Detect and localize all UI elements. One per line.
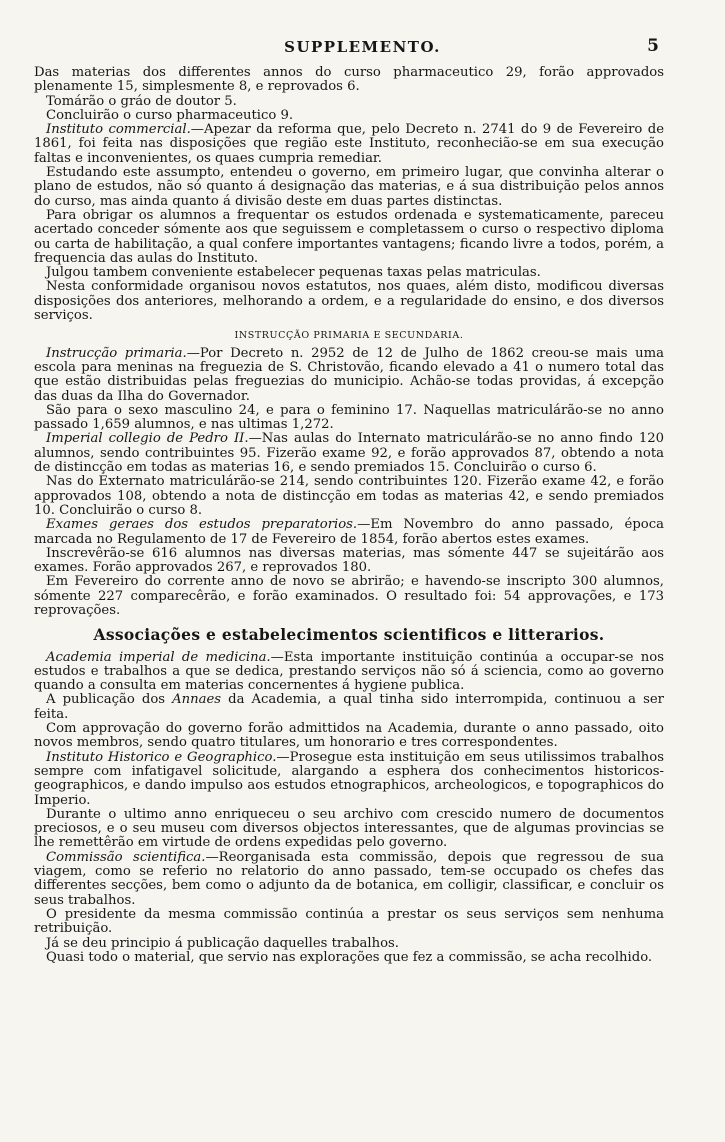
paragraph: Inscrevêrão-se 616 alumnos nas diversas materias, mas sómente 447 se sujeitárão aos exames. Forão approvados 267, e reprovados 180. xyxy=(34,545,664,576)
paragraph: Nas do Externato matriculárão-se 214, sendo contribuintes 120. Fizerão exame 42, e forão approvados 108, obtendo a nota de distincção em todas as materias 42, e sendo premiados 10. Concluirão o curso 8. xyxy=(34,474,664,518)
paragraph: Com approvação do governo forão admittidos na Academia, durante o anno passado, oito novos membros, sendo quatro titulares, um honorario e tres correspondentes. xyxy=(34,721,664,751)
paragraph: Em Fevereiro do corrente anno de novo se abrirão; e havendo-se inscripto 300 alumnos, sómente 227 comparecêrão, e forão examinados. O resultado foi: 54 approvações, e 173 reprovações. xyxy=(34,574,664,618)
paragraph-text: —Prosegue esta instituição em seus utilissimos trabalhos sempre com infatigavel solicitude, alargando a esphera dos conhecimentos historicos-geographicos, e dando impulso aos estudos etnographicos, archeologicos, e topographicos do Imperio. xyxy=(34,749,665,808)
paragraph: Quasi todo o material, que servio nas explorações que fez a commissão, se acha recolhido. xyxy=(46,949,653,965)
running-title: SUPPLEMENTO. xyxy=(284,38,441,56)
paragraph-lead: Instituto commercial. xyxy=(46,122,191,138)
paragraph-text: —Reorganisada esta commissão, depois que regressou de sua viagem, como se referio no relatorio do anno passado, tem-se occupado os chefes das differentes secções, bem como o adjunto da de botanica, em colligir, classificar, e concluir os seus trabalhos. xyxy=(34,849,664,908)
paragraph-lead: Academia imperial de medicina. xyxy=(46,649,271,665)
paragraph-lead: Instituto Historico e Geographico. xyxy=(46,749,277,765)
section-title: Associações e estabelecimentos scientificos e litterarios. xyxy=(93,625,605,645)
paragraph-instrucao xyxy=(34,347,664,404)
paragraph-lead: Imperial collegio de Pedro II. xyxy=(46,431,249,447)
paragraph-lead: Exames geraes dos estudos preparatorios. xyxy=(46,517,358,533)
paragraph-annaes xyxy=(34,693,664,722)
paragraph-instituto-commercial xyxy=(34,123,664,166)
paragraph-pedro-ii xyxy=(34,432,664,475)
page-number: 5 xyxy=(647,36,659,56)
paragraph-academia xyxy=(34,651,664,694)
paragraph: Nesta conformidade organisou novos estatutos, nos quaes, além disto, modificou diversas disposições dos anteriores, melhorando a ordem, e a regularidade do ensino, e dos diversos serviços. xyxy=(34,279,664,324)
subheading: INSTRUCÇÃO PRIMARIA E SECUNDARIA. xyxy=(234,330,464,342)
paragraph-lead: Commissão scientifica. xyxy=(46,849,206,865)
paragraph: Estudando este assumpto, entendeu o governo, em primeiro lugar, que convinha alterar o plano de estudos, não só quanto á designação das materias, e á sua distribuição pelos annos do curso, mas ainda quanto á divisão deste em duas partes distinctas. xyxy=(34,165,664,209)
paragraph: São para o sexo masculino 24, e para o feminino 17. Naquellas matriculárão-se no anno passado 1,659 alumnos, e nas ultimas 1,272. xyxy=(34,402,664,433)
paragraph: Já se deu principio á publicação daquelles trabalhos. xyxy=(46,935,400,951)
paragraph-text: —Esta importante instituição continúa a occupar-se nos estudos e trabalhos a que se dedica, prestando serviços não só á sciencia, como ao governo quando a consulta em materias concernentes á hygiene publica. xyxy=(34,649,665,694)
paragraph: Das materias dos differentes annos do curso pharmaceutico 29, forão approvados plenamente 15, simplesmente 8, e reprovados 6. xyxy=(34,65,664,95)
paragraph-text: —Por Decreto n. 2952 de 12 de Julho de 1862 creou-se mais uma escola para meninas na freguezia de S. Christovão, ficando elevado a 41 o numero total das que estão distribuidas pelas freguezias do municipio. Achão-se todas providas, á excepção das duas da Ilha do Governador. xyxy=(34,345,665,404)
paragraph-commissao xyxy=(34,851,664,908)
paragraph: O presidente da mesma commissão continúa a prestar os seus serviços sem nenhuma retribuição. xyxy=(34,906,664,937)
page-header xyxy=(0,36,725,60)
paragraph: Durante o ultimo anno enriqueceu o seu archivo com crescido numero de documentos preciosos, e o seu museu com diversos objectos interessantes, que de algumas provincias se lhe remettêrão em virtude de ordens expedidas pelo governo. xyxy=(34,806,664,851)
paragraph: Para obrigar os alumnos a frequentar os estudos ordenada e systematicamente, pareceu acertado conceder sómente aos que seguissem e completassem o curso o respectivo diploma ou carta de habilitação, a qual confere importantes vantagens; ficando livre a todos, porém, a frequencia das aulas do Instituto. xyxy=(34,207,664,266)
paragraph-text: —Em Novembro do anno passado, época marcada no Regulamento de 17 de Fevereiro de 1854, forão abertos estes exames. xyxy=(34,517,664,547)
paragraph-text: —Nas aulas do Internato matriculárão-se no anno findo 120 alumnos, sendo contribuintes 95. Fizerão exame 92, e forão approvados 87, obtendo a nota de distincção em todas as materias 16, e sendo premiados 15. Concluirão o curso 6. xyxy=(34,431,664,476)
paragraph: Julgou tambem conveniente estabelecer pequenas taxas pelas matriculas. xyxy=(46,265,541,281)
paragraph-text: A publicação dos xyxy=(46,692,173,708)
paragraph-em: Annaes xyxy=(172,692,222,708)
paragraph-lead: Instrucção primaria. xyxy=(46,345,187,361)
paragraph-text: —Apezar da reforma que, pelo Decreto n. 2741 do 9 de Fevereiro de 1861, foi feita nas disposições que região este Instituto, reconhecião-se em sua execução faltas e inconvenientes, os quaes cumpria remediar. xyxy=(34,122,664,166)
paragraph: Concluirão o curso pharmaceutico 9. xyxy=(46,107,294,123)
page-body xyxy=(34,66,664,965)
paragraph: Tomárão o gráo de doutor 5. xyxy=(46,93,237,109)
paragraph-instituto-historico xyxy=(34,751,664,808)
paragraph-exames xyxy=(34,518,664,547)
paragraph-text: da Academia, a qual tinha sido interrompida, continuou a ser feita. xyxy=(34,692,664,722)
